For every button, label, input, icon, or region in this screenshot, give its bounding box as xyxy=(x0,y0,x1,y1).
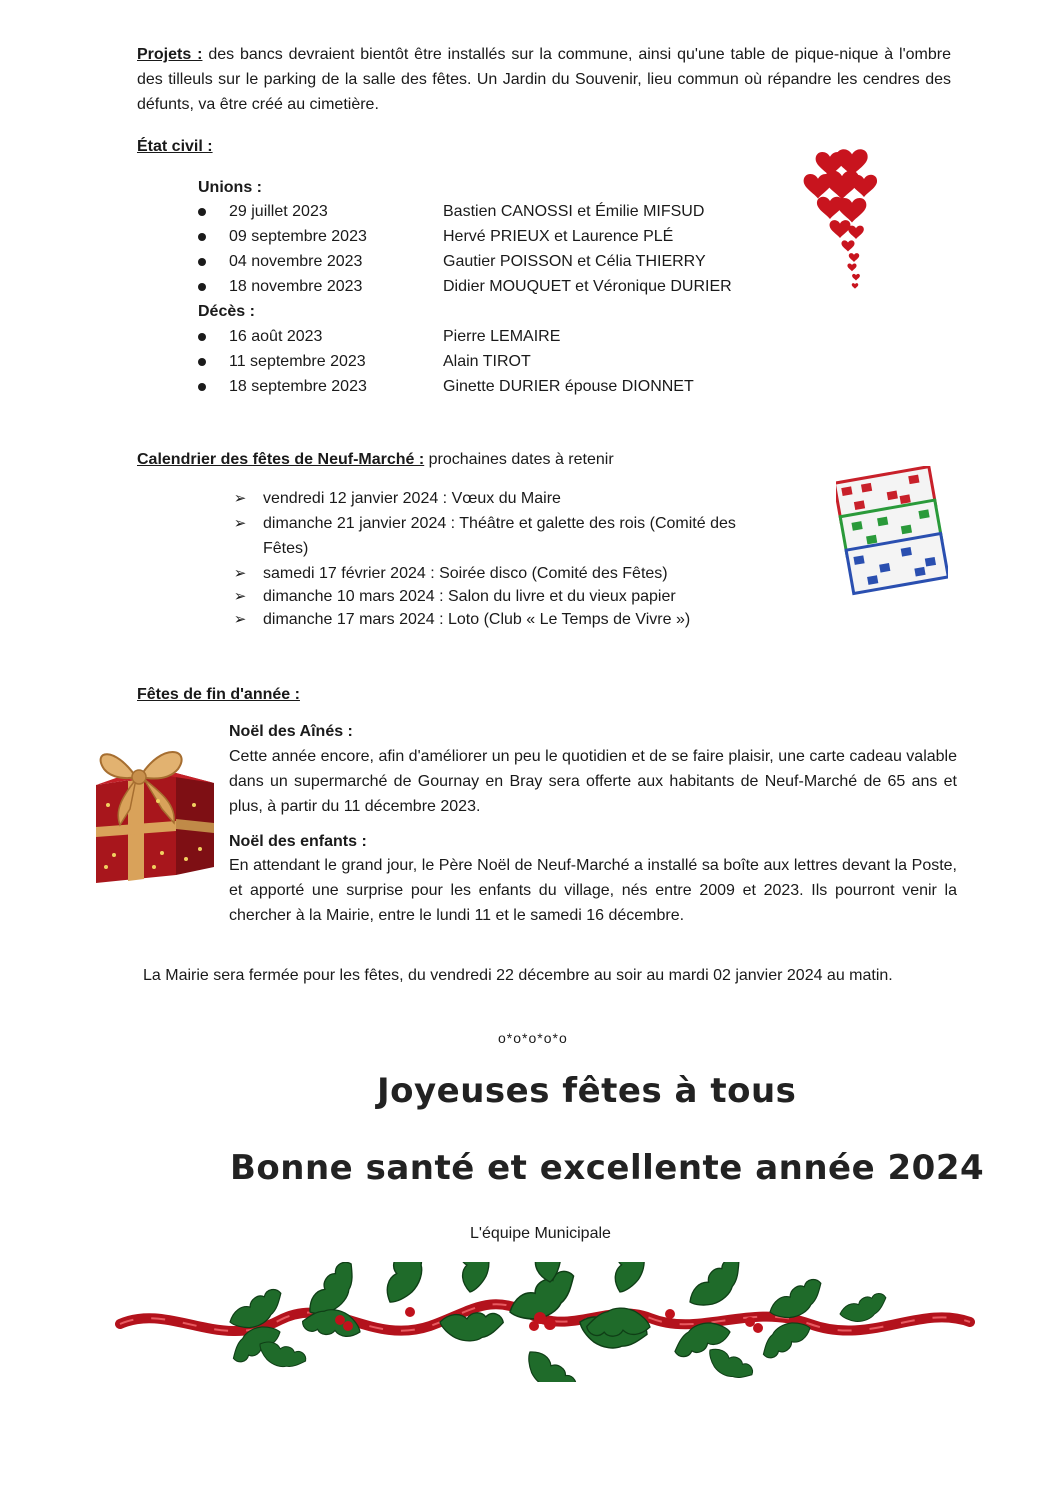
mairie-closure-note: La Mairie sera fermée pour les fêtes, du vendredi 22 décembre au soir au mardi 02 janvier 2024 au matin. xyxy=(143,967,893,984)
calendrier-subtitle: prochaines dates à retenir xyxy=(424,451,614,468)
union-date: 04 novembre 2023 xyxy=(229,253,363,270)
list-item xyxy=(0,199,1058,224)
list-item xyxy=(0,374,1058,399)
bullet-icon xyxy=(198,383,206,391)
calendrier-heading xyxy=(137,447,614,472)
enfants-text: En attendant le grand jour, le Père Noël de Neuf-Marché a installé sa boîte aux lettres devant la Poste, et apporté une surprise pour les enfants du village, nés entre 2009 et 2023. Ils pourront venir la chercher à la Mairie, entre le lundi 11 et le samedi 16 décembre. xyxy=(229,857,957,924)
list-item xyxy=(0,607,800,632)
event-text: dimanche 17 mars 2024 : Loto (Club « Le Temps de Vivre ») xyxy=(263,611,691,628)
gift-box-icon xyxy=(84,735,224,885)
event-text: dimanche 10 mars 2024 : Salon du livre et du vieux papier xyxy=(263,588,676,605)
arrow-bullet-icon: ➢ xyxy=(233,515,247,532)
deces-date: 16 août 2023 xyxy=(229,328,323,345)
fetes-title: Fêtes de fin d'année : xyxy=(137,686,300,703)
bullet-icon xyxy=(198,258,206,266)
deces-names: Pierre LEMAIRE xyxy=(443,328,561,345)
bullet-icon xyxy=(198,333,206,341)
deces-date: 11 septembre 2023 xyxy=(229,353,366,370)
union-names: Hervé PRIEUX et Laurence PLÉ xyxy=(443,228,674,245)
bullet-icon xyxy=(198,358,206,366)
enfants-title: Noël des enfants : xyxy=(229,833,367,850)
event-text: samedi 17 février 2024 : Soirée disco (Comité des Fêtes) xyxy=(263,565,668,582)
event-text: dimanche 21 janvier 2024 : Théâtre et galette des rois (Comité des xyxy=(263,515,736,532)
union-names: Bastien CANOSSI et Émilie MIFSUD xyxy=(443,203,705,220)
union-date: 18 novembre 2023 xyxy=(229,278,363,295)
event-text: vendredi 12 janvier 2024 : Vœux du Maire xyxy=(263,490,561,507)
bullet-icon xyxy=(198,283,206,291)
deces-names: Ginette DURIER épouse DIONNET xyxy=(443,378,694,395)
deces-names: Alain TIROT xyxy=(443,353,531,370)
union-date: 09 septembre 2023 xyxy=(229,228,367,245)
signature: L'équipe Municipale xyxy=(470,1225,611,1242)
hearts-balloon-icon xyxy=(800,140,890,300)
bullet-icon xyxy=(198,233,206,241)
union-names: Gautier POISSON et Célia THIERRY xyxy=(443,253,706,270)
list-item-continuation xyxy=(0,536,800,561)
projets-label: Projets : xyxy=(137,46,203,63)
projets-text: des bancs devraient bientôt être installés sur la commune, ainsi qu'une table de pique-nique à l'ombre des tilleuls sur le parking de la salle des fêtes. Un Jardin du Souvenir, lieu commun où répandre les cendres des défunts, va être créé au cimetière. xyxy=(137,46,952,113)
bullet-icon xyxy=(198,208,206,216)
list-item xyxy=(0,584,800,609)
aines-title: Noël des Aînés : xyxy=(229,723,353,740)
projets-paragraph xyxy=(137,42,951,117)
list-item xyxy=(0,486,800,511)
deces-date: 18 septembre 2023 xyxy=(229,378,367,395)
calendrier-title: Calendrier des fêtes de Neuf-Marché : xyxy=(137,451,425,468)
greeting-joyeuses-fetes: Joyeuses fêtes à tous xyxy=(377,1071,797,1111)
arrow-bullet-icon: ➢ xyxy=(233,565,247,582)
aines-text: Cette année encore, afin d'améliorer un peu le quotidien et de se faire plaisir, une carte cadeau valable dans un supermarché de Gournay en Bray sera offerte aux habitants de Neuf-Marché de 65 ans et plus, à partir du 11 décembre 2023. xyxy=(229,748,957,815)
arrow-bullet-icon: ➢ xyxy=(233,490,247,507)
list-item xyxy=(0,224,1058,249)
list-item xyxy=(0,324,1058,349)
arrow-bullet-icon: ➢ xyxy=(233,588,247,605)
list-item xyxy=(0,511,800,536)
greeting-bonne-annee: Bonne santé et excellente année 2024 xyxy=(230,1148,985,1188)
union-names: Didier MOUQUET et Véronique DURIER xyxy=(443,278,732,295)
arrow-bullet-icon: ➢ xyxy=(233,611,247,628)
list-item xyxy=(0,274,1058,299)
bingo-cards-icon xyxy=(836,466,948,602)
list-item xyxy=(0,561,800,586)
union-date: 29 juillet 2023 xyxy=(229,203,328,220)
holly-garland-icon xyxy=(110,1262,980,1382)
unions-label: Unions : xyxy=(198,179,262,196)
list-item xyxy=(0,349,1058,374)
deces-label: Décès : xyxy=(198,303,255,320)
separator-stars: o*o*o*o*o xyxy=(498,1030,568,1046)
list-item xyxy=(0,249,1058,274)
event-text-continued: Fêtes) xyxy=(263,540,309,557)
etat-civil-title: État civil : xyxy=(137,138,213,155)
